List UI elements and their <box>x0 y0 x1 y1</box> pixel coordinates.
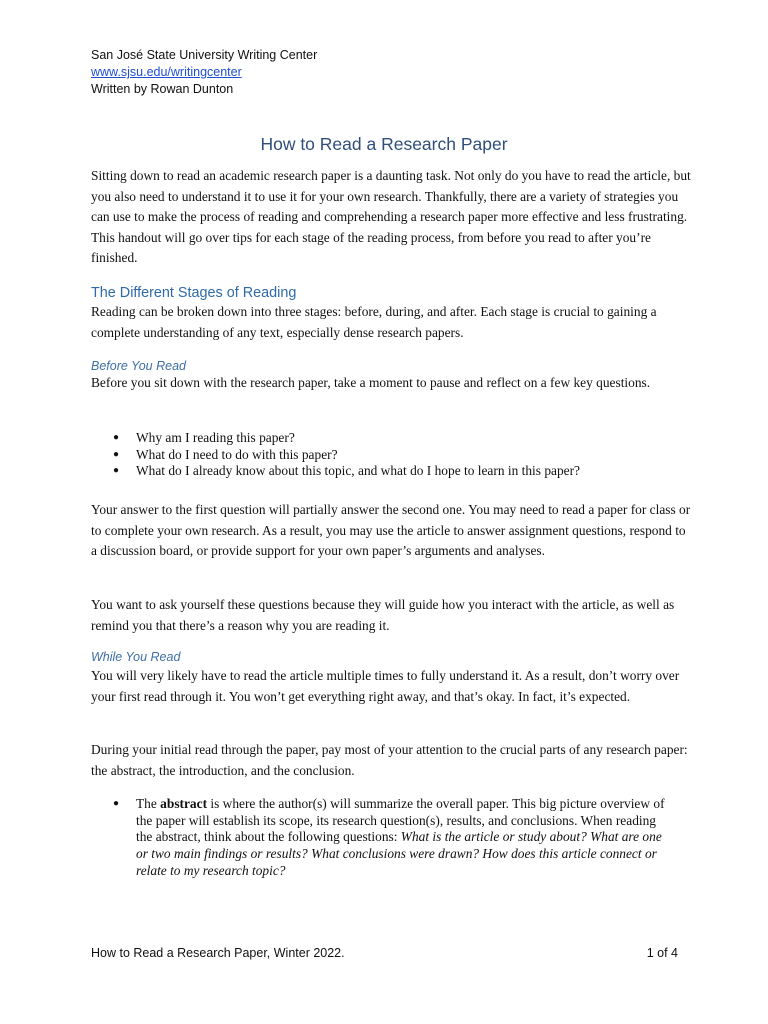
intro-paragraph: Sitting down to read an academic research paper is a daunting task. Not only do you have to read the article, but you also need to understand it to use it for your own research. Thankfully, there are a variety of strategies you can use to make the process of reading and comprehending a research paper more effective and less frustrating. This handout will go over tips for each stage of the reading process, from before you read to after you’re finished. <box>91 168 691 266</box>
author-line: Written by Rowan Dunton <box>91 82 234 96</box>
subheading-while-you-read: While You Read <box>91 650 181 664</box>
page-title: How to Read a Research Paper <box>260 134 508 154</box>
before-paragraph-2: Your answer to the first question will partially answer the second one. You may need to read a paper for class or to complete your own research. As a result, you may use the article to answer assignment questions, respond to a discussion board, or provide support for your own paper’s arguments and analyses. <box>91 502 691 559</box>
while-paragraph: You will very likely have to read the article multiple times to fully understand it. As a result, don’t worry over your first read through it. You won’t get everything right away, and that’s okay. In fact, it’s expected. <box>91 668 680 704</box>
document-header <box>91 47 317 98</box>
bullet-icon: ● <box>113 798 120 809</box>
list-item: ● Why am I reading this paper? <box>113 430 295 445</box>
bullet-icon: ● <box>113 432 120 443</box>
org-name: San José State University Writing Center <box>91 48 318 62</box>
before-paragraph: Before you sit down with the research paper, take a moment to pause and reflect on a few key questions. <box>91 375 651 390</box>
before-paragraph-3: You want to ask yourself these questions because they will guide how you interact with the article, as well as remind you that there’s a reason why you are reading it. <box>91 597 675 633</box>
while-paragraph-2: During your initial read through the paper, pay most of your attention to the crucial parts of any research paper: the abstract, the introduction, and the conclusion. <box>91 742 688 778</box>
question-list <box>113 430 683 480</box>
footer-title: How to Read a Research Paper, Winter 2022. <box>91 946 345 960</box>
page-number: 1 of 4 <box>646 946 678 960</box>
list-item: ● What do I need to do with this paper? <box>113 446 338 462</box>
bullet-icon: ● <box>113 448 120 460</box>
section-heading-stages: The Different Stages of Reading <box>91 285 297 301</box>
bullet-icon: ● <box>113 465 120 477</box>
abstract-text: The abstract is where the author(s) will summarize the overall paper. This big picture overview of the paper will establish its scope, its research question(s), results, and conclusions. When reading the abstract, think about the following questions: What is the article or study about? What are one or two main findings or results? What conclusions were drawn? How does this article connect or relate to my research topic? <box>136 796 665 878</box>
subheading-before-you-read: Before You Read <box>91 359 186 373</box>
list-item: ● What do I already know about this topic, and what do I hope to learn in this paper? <box>113 463 580 479</box>
abstract-term: abstract <box>160 796 208 811</box>
abstract-questions: What is the article or study about? What are one or two main findings or results? What conclusions were drawn? How does this article connect or relate to my research topic? <box>136 829 662 878</box>
abstract-list-item <box>113 796 673 880</box>
writing-center-link[interactable]: www.sjsu.edu/writingcenter <box>91 65 242 79</box>
stages-paragraph: Reading can be broken down into three stages: before, during, and after. Each stage is crucial to gaining a complete understanding of any text, especially dense research papers. <box>91 304 657 340</box>
